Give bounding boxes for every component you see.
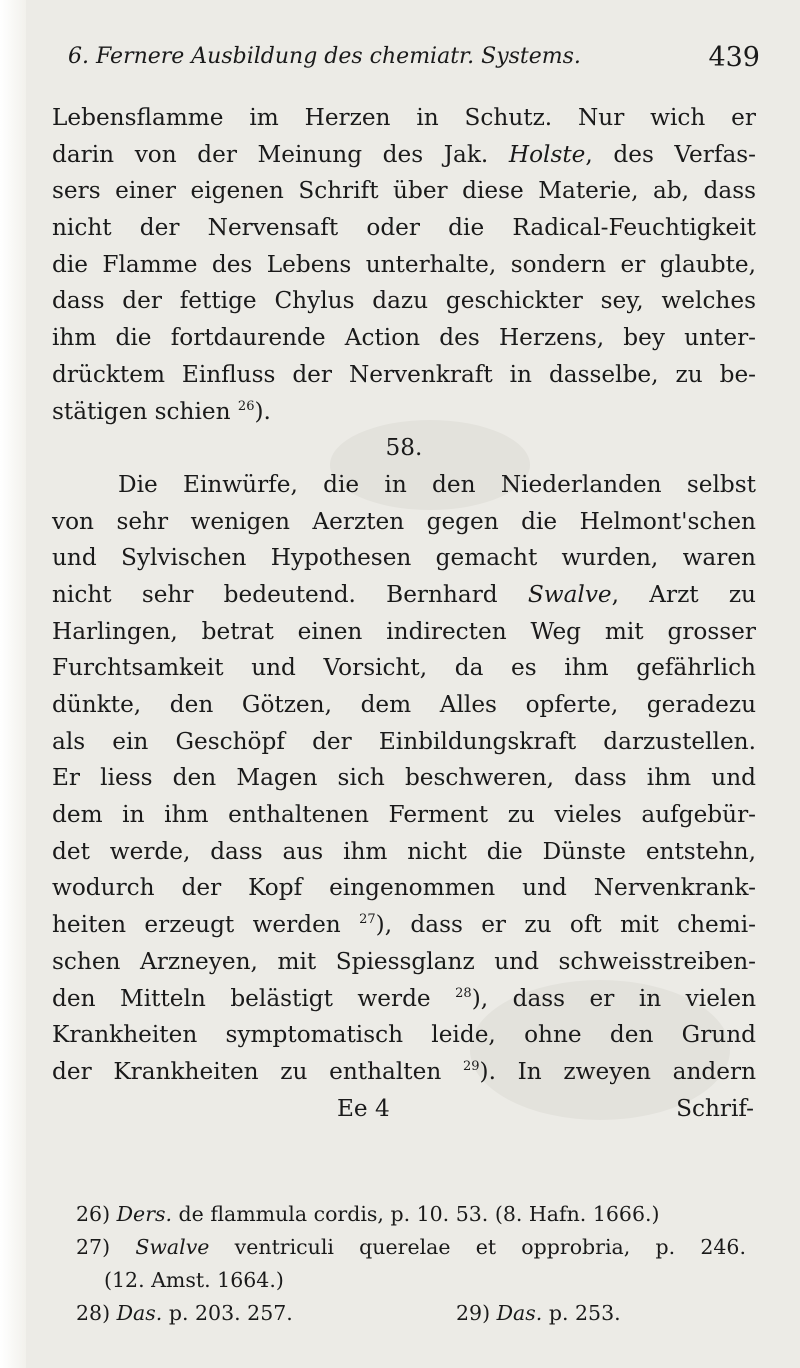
text-line: nicht der Nervensaft oder die Radical-Feuchtigkeit bbox=[52, 214, 756, 242]
page-number: 439 bbox=[708, 42, 760, 73]
text-line: schen Arzneyen, mit Spiessglanz und schweisstreiben- bbox=[52, 947, 756, 975]
text-line: drücktem Einfluss der Nervenkraft in dasselbe, zu be- bbox=[52, 360, 756, 388]
text-line: sers einer eigenen Schrift über diese Materie, ab, dass bbox=[52, 177, 756, 205]
footnote-abbr: Ders. bbox=[116, 1202, 173, 1226]
line-text: , dass er in vielen bbox=[480, 984, 756, 1012]
name-holste: Holste bbox=[508, 140, 586, 168]
text-line: darin von der Meinung des Jak. Holste, des Verfas- bbox=[52, 140, 756, 168]
footnote-abbr: Swalve bbox=[135, 1235, 210, 1259]
footnote-ref: 27 bbox=[359, 912, 376, 928]
footnote-ref: 26 bbox=[237, 398, 255, 414]
footnote-number: 29) bbox=[456, 1301, 491, 1325]
text-line: und Sylvischen Hypothesen gemacht wurden, waren bbox=[52, 544, 756, 572]
text-line: als ein Geschöpf der Einbildungskraft darzustellen. bbox=[52, 727, 756, 755]
footnote-27-continued: (12. Amst. 1664.) bbox=[104, 1268, 284, 1292]
section-number: 58. bbox=[385, 434, 423, 462]
footnote-text: p. 203. 257. bbox=[162, 1301, 293, 1325]
line-text: den Mitteln belästigt werde bbox=[52, 984, 431, 1012]
text-line: nicht sehr bedeutend. Bernhard Swalve, Arzt zu bbox=[52, 580, 756, 608]
text-line: dass der fettige Chylus dazu geschickter sey, welches bbox=[52, 287, 756, 315]
text-line: Furchtsamkeit und Vorsicht, da es ihm gefährlich bbox=[52, 654, 756, 682]
footnote-ref: 28 bbox=[455, 985, 472, 1001]
text-line: von sehr wenigen Aerzten gegen die Helmont'schen bbox=[52, 507, 756, 535]
line-text: der Krankheiten zu enthalten bbox=[52, 1057, 442, 1085]
footnote-text: p. 253. bbox=[542, 1301, 621, 1325]
text-line: det werde, dass aus ihm nicht die Dünste entstehn, bbox=[52, 837, 756, 865]
footnote-text: de flammula cordis, p. 10. 53. (8. Hafn. 1666.) bbox=[172, 1202, 660, 1226]
footnote-number: 26) bbox=[76, 1202, 111, 1226]
text-line: Die Einwürfe, die in den Niederlanden selbst bbox=[118, 470, 756, 498]
line-text: stätigen schien bbox=[52, 397, 231, 425]
body-text bbox=[52, 100, 756, 1127]
text-line: dem in ihm enthaltenen Ferment zu vieles aufgebür- bbox=[52, 801, 756, 829]
footnotes bbox=[76, 1198, 746, 1330]
footnote-abbr: Das. bbox=[116, 1301, 163, 1325]
footnote-27 bbox=[76, 1231, 746, 1264]
footnote-number: 27) bbox=[76, 1235, 111, 1259]
text-line: wodurch der Kopf eingenommen und Nervenkrank- bbox=[52, 874, 756, 902]
running-head bbox=[68, 44, 760, 80]
text-line: Harlingen, betrat einen indirecten Weg mit grosser bbox=[52, 617, 756, 645]
signature-line bbox=[52, 1091, 756, 1128]
footnote-28 bbox=[76, 1301, 293, 1325]
text-line: den Mitteln belästigt werde $^{28}$), dass er in vielen bbox=[52, 984, 756, 1012]
text-line: stätigen schien $^{26}$). bbox=[52, 397, 271, 425]
line-text: , dass er zu oft mit chemi- bbox=[384, 911, 757, 939]
text-line: dünkte, den Götzen, dem Alles opferte, geradezu bbox=[52, 691, 756, 718]
text-line: heiten erzeugt werden $^{27}$), dass er zu oft mit chemi- bbox=[52, 911, 757, 939]
page-edge bbox=[0, 0, 26, 1368]
text-line: die Flamme des Lebens unterhalte, sondern er glaubte, bbox=[52, 250, 756, 278]
text-line: der Krankheiten zu enthalten $^{29}$). In zweyen andern bbox=[52, 1057, 757, 1085]
catchword: Schrif- bbox=[676, 1094, 754, 1122]
footnote-29 bbox=[456, 1297, 621, 1330]
line-text: heiten erzeugt werden bbox=[52, 911, 341, 939]
running-head-title: 6. Fernere Ausbildung des chemiatr. Systems. bbox=[68, 44, 581, 69]
text-line: Er liess den Magen sich beschweren, dass ihm und bbox=[52, 764, 756, 792]
footnote-row bbox=[76, 1297, 746, 1330]
text-line: Krankheiten symptomatisch leide, ohne den Grund bbox=[52, 1021, 756, 1049]
footnote-ref: 29 bbox=[462, 1058, 480, 1074]
footnote-abbr: Das. bbox=[496, 1301, 543, 1325]
signature-mark: Ee 4 bbox=[337, 1094, 390, 1122]
footnote-number: 28) bbox=[76, 1301, 111, 1325]
footnote-text: ventriculi querelae et opprobria, p. 246. bbox=[209, 1235, 746, 1259]
text-line: ihm die fortdaurende Action des Herzens, bey unter- bbox=[52, 324, 756, 352]
text-line: Lebensflamme im Herzen in Schutz. Nur wich er bbox=[52, 104, 756, 131]
name-swalve: Swalve bbox=[527, 580, 612, 608]
footnote-26 bbox=[76, 1198, 746, 1231]
line-text: . In zweyen andern bbox=[488, 1057, 757, 1085]
